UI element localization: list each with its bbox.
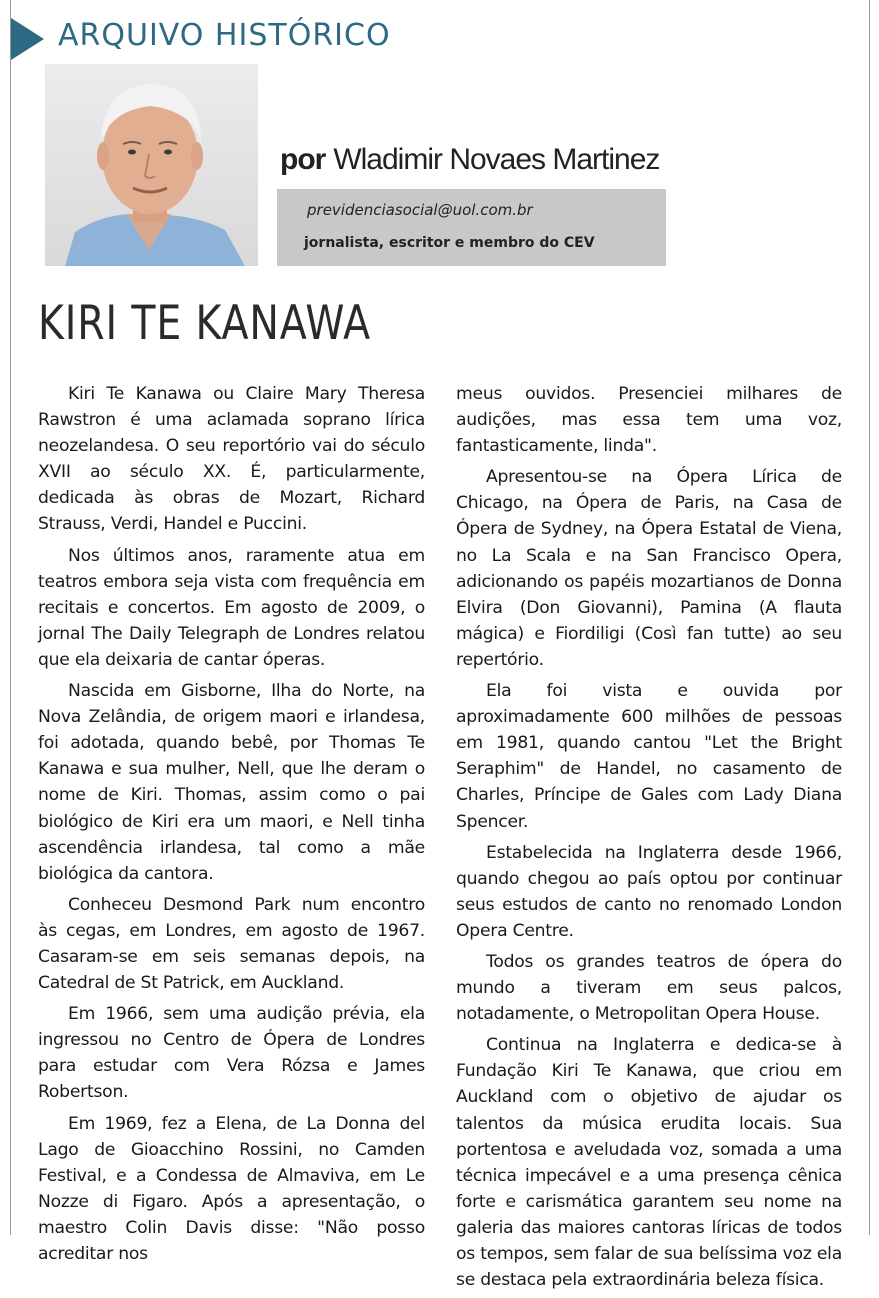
paragraph: Conheceu Desmond Park num encontro às cegas, em Londres, em agosto de 1967. Casaram-se em seis semanas depois, na Catedral de St Patrick, em Auckland. bbox=[38, 894, 425, 994]
paragraph: Nos últimos anos, raramente atua em teatros embora seja vista com frequência em recitais e concertos. Em agosto de 2009, o jornal The Daily Telegraph de Londres relatou que ela deixaria de cantar óperas. bbox=[38, 545, 425, 670]
author-email[interactable]: previdenciasocial@uol.com.br bbox=[307, 201, 533, 219]
paragraph: Nascida em Gisborne, Ilha do Norte, na Nova Zelândia, de origem maori e irlandesa, foi adotada, quando bebê, por Thomas Te Kanawa e sua mulher, Nell, que lhe deram o nome de Kiri. Thomas, assim como o pai biológico de Kiri era um maori, e Nell tinha ascendência irlandesa, tal como a mãe biológica da cantora. bbox=[38, 681, 425, 884]
paragraph: Ela foi vista e ouvida por aproximadamente 600 milhões de pessoas em 1981, quando cantou "Let the Bright Seraphim" de Handel, no casamento de Charles, Príncipe de Gales com Lady Diana Spencer. bbox=[456, 681, 842, 832]
author-role: jornalista, escritor e membro do CEV bbox=[304, 235, 595, 251]
paragraph: Em 1969, fez a Elena, de La Donna del Lago de Gioacchino Rossini, no Camden Festival, e a Condessa de Almaviva, em Le Nozze di Figaro. Após a apresentação, o maestro Colin Davis disse: "Não posso acreditar nos bbox=[38, 1113, 425, 1264]
paragraph: Apresentou-se na Ópera Lírica de Chicago, na Ópera de Paris, na Casa de Ópera de Sydney, na Ópera Estatal de Viena, no La Scala e na San Francisco Opera, adicionando os papéis mozartianos de Donna Elvira (Don Giovanni), Pamina (A flauta mágica) e Fiordiligi (Così fan tutte) ao seu repertório. bbox=[456, 467, 842, 670]
section-label: ARQUIVO HISTÓRICO bbox=[58, 18, 391, 53]
byline-prefix: por bbox=[280, 143, 326, 176]
byline bbox=[280, 143, 659, 177]
paragraph: Em 1966, sem uma audição prévia, ela ingressou no Centro de Ópera de Londres para estudar com Vera Rózsa e James Robertson. bbox=[38, 1004, 425, 1103]
paragraph: Todos os grandes teatros de ópera do mundo a tiveram em seus palcos, notadamente, o Metropolitan Opera House. bbox=[456, 951, 842, 1025]
author-info-box bbox=[277, 189, 666, 266]
paragraph: Continua na Inglaterra e dedica-se à Fundação Kiri Te Kanawa, que criou em Auckland com o objetivo de ajudar os talentos da música erudita locais. Sua portentosa e aveludada voz, somada a uma técnica impecável e a uma presença cênica forte e carismática garantem seu nome na galeria das maiores cantoras líricas de todos os tempos, sem falar de sua belíssima voz ela se destaca pela extraordinária beleza física. bbox=[456, 1035, 842, 1291]
article-column-right bbox=[456, 381, 842, 1298]
author-name: Wladimir Novaes Martinez bbox=[333, 143, 660, 176]
paragraph-continuation: meus ouvidos. Presenciei milhares de audições, mas essa tem uma voz, fantasticamente, linda". bbox=[456, 384, 842, 457]
section-arrow-icon bbox=[11, 18, 44, 60]
author-portrait-icon bbox=[45, 64, 258, 266]
author-portrait bbox=[45, 64, 258, 266]
article-title: KIRI TE KANAWA bbox=[38, 296, 372, 351]
paragraph: Kiri Te Kanawa ou Claire Mary Theresa Rawstron é uma aclamada soprano lírica neozelandesa. O seu reportório vai do século XVII ao século XX. É, particularmente, dedicada às obras de Mozart, Richard Strauss, Verdi, Handel e Puccini. bbox=[38, 384, 425, 535]
paragraph: Estabelecida na Inglaterra desde 1966, quando chegou ao país optou por continuar seus estudos de canto no renomado London Opera Centre. bbox=[456, 842, 842, 941]
article-column-left bbox=[38, 381, 425, 1272]
